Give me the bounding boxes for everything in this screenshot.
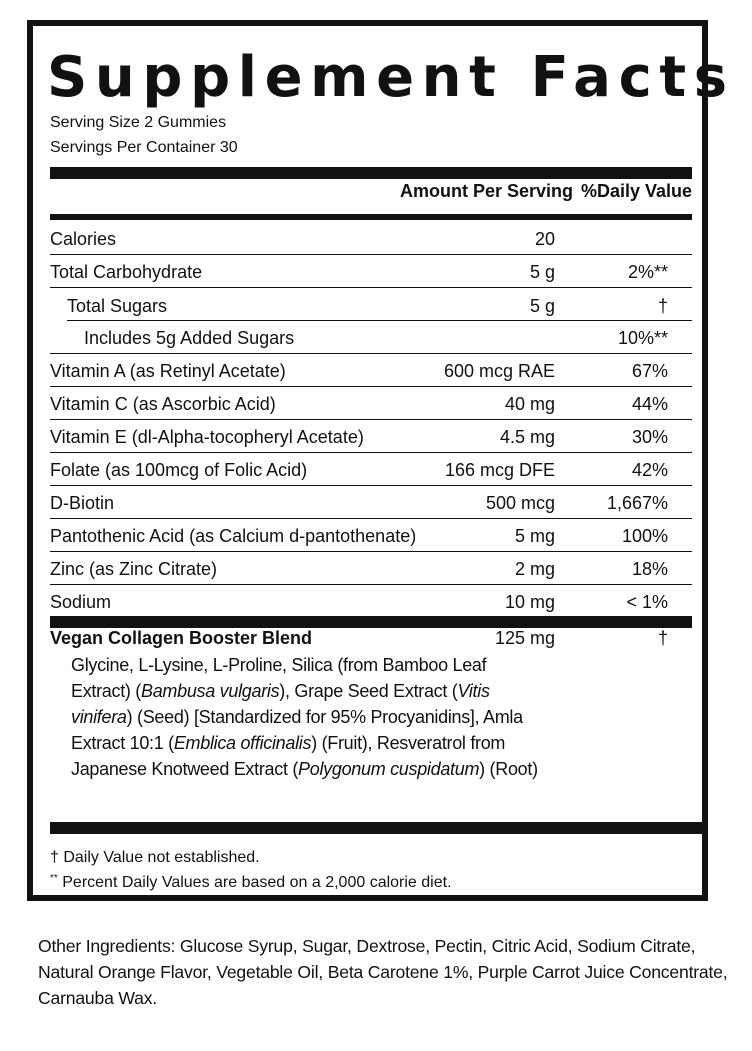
ingredient-botanical: Polygonum cuspidatum xyxy=(298,759,480,779)
footnote-percent xyxy=(50,869,452,893)
nutrient-amount: 5 mg xyxy=(514,526,555,546)
asterisk-mark: ** xyxy=(50,873,58,884)
serving-size: Serving Size 2 Gummies xyxy=(50,114,227,131)
nutrient-daily-value: 44% xyxy=(631,394,668,414)
nutrient-label: Folate (as 100mcg of Folic Acid) xyxy=(50,460,308,480)
ingredient-botanical: Emblica officinalis xyxy=(173,733,312,753)
panel-title: Supplement Facts xyxy=(47,45,735,110)
nutrient-label: Total Carbohydrate xyxy=(50,262,203,282)
footnote-text: Daily Value not established. xyxy=(58,849,260,866)
header-divider xyxy=(50,214,692,220)
thick-divider-middle xyxy=(50,616,692,628)
nutrient-amount: 20 xyxy=(534,229,555,249)
other-ingredients: Other Ingredients: Glucose Syrup, Sugar, Dextrose, Pectin, Citric Acid, Sodium Citrate, Natural Orange Flavor, Vegetable Oil, Beta Carotene 1%, Purple Carrot Juice Concentrate, Carnauba Wax. xyxy=(38,936,728,1008)
row-divider xyxy=(50,254,692,255)
row-divider xyxy=(50,353,692,354)
nutrient-daily-value: 2%** xyxy=(627,262,668,282)
nutrient-label: Sodium xyxy=(50,592,112,612)
ingredient-botanical: Bambusa vulgaris xyxy=(141,681,280,701)
ingredient-text: ) (Fruit), Resveratrol from Japanese Knotweed Extract ( xyxy=(71,733,506,779)
blend-daily-value: † xyxy=(657,628,668,648)
column-header xyxy=(50,176,692,206)
nutrient-daily-value: 18% xyxy=(631,559,668,579)
row-divider xyxy=(67,320,692,321)
nutrient-daily-value: 30% xyxy=(631,427,668,447)
amount-per-serving-header: Amount Per Serving xyxy=(399,181,573,201)
row-divider xyxy=(50,584,692,585)
row-divider xyxy=(50,518,692,519)
nutrient-amount: 10 mg xyxy=(504,592,555,612)
nutrient-daily-value: 67% xyxy=(631,361,668,381)
nutrient-daily-value: < 1% xyxy=(626,592,668,612)
nutrient-daily-value: † xyxy=(657,296,668,316)
nutrient-label: Vitamin C (as Ascorbic Acid) xyxy=(50,394,276,414)
servings-per-container: Servings Per Container 30 xyxy=(50,139,238,156)
nutrient-amount: 40 mg xyxy=(504,394,555,414)
row-divider xyxy=(50,551,692,552)
nutrient-amount: 4.5 mg xyxy=(499,427,555,447)
footnote-text: Percent Daily Values are based on a 2,000 calorie diet. xyxy=(57,874,452,891)
ingredient-text: ) (Root) xyxy=(479,759,538,779)
nutrient-amount: 5 g xyxy=(529,262,555,282)
blend-name: Vegan Collagen Booster Blend xyxy=(50,628,313,648)
nutrient-amount: 600 mcg RAE xyxy=(443,361,555,381)
nutrient-daily-value: 1,667% xyxy=(606,493,668,513)
nutrient-label: D-Biotin xyxy=(50,493,115,513)
supplement-facts-panel xyxy=(27,20,735,901)
nutrient-daily-value: 100% xyxy=(621,526,668,546)
thick-divider-bottom xyxy=(50,822,708,834)
ingredient-text: Glycine, L-Lysine, L-Proline, Silica (from Bamboo Leaf Extract) ( xyxy=(71,655,487,701)
nutrient-amount: 2 mg xyxy=(514,559,555,579)
nutrient-label: Vitamin A (as Retinyl Acetate) xyxy=(50,361,286,381)
row-divider xyxy=(50,419,692,420)
blend-ingredients xyxy=(71,652,541,782)
footnote-dagger xyxy=(50,848,260,868)
row-divider xyxy=(50,452,692,453)
row-divider xyxy=(50,287,692,288)
nutrient-label: Includes 5g Added Sugars xyxy=(84,328,295,348)
ingredient-text: ) (Seed) [Standardized for 95% Procyanidins], Amla Extract 10:1 ( xyxy=(71,707,523,753)
nutrient-amount: 500 mcg xyxy=(485,493,555,513)
nutrient-label: Pantothenic Acid (as Calcium d-pantothenate) xyxy=(50,526,417,546)
nutrient-label: Total Sugars xyxy=(67,296,168,316)
nutrient-label: Zinc (as Zinc Citrate) xyxy=(50,559,218,579)
row-divider xyxy=(50,386,692,387)
nutrient-amount: 166 mcg DFE xyxy=(444,460,555,480)
nutrient-daily-value: 42% xyxy=(631,460,668,480)
nutrient-label: Vitamin E (dl-Alpha-tocopheryl Acetate) xyxy=(50,427,364,447)
row-divider xyxy=(50,485,692,486)
ingredient-text: ), Grape Seed Extract ( xyxy=(279,681,458,701)
ingredient-botanical: Vitis vinifera xyxy=(71,681,490,727)
nutrient-daily-value: 10%** xyxy=(617,328,668,348)
daily-value-header: %Daily Value xyxy=(580,181,692,201)
dagger-mark: † xyxy=(50,849,59,866)
nutrient-label: Calories xyxy=(50,229,117,249)
nutrient-amount: 5 g xyxy=(529,296,555,316)
blend-amount: 125 mg xyxy=(494,628,555,648)
